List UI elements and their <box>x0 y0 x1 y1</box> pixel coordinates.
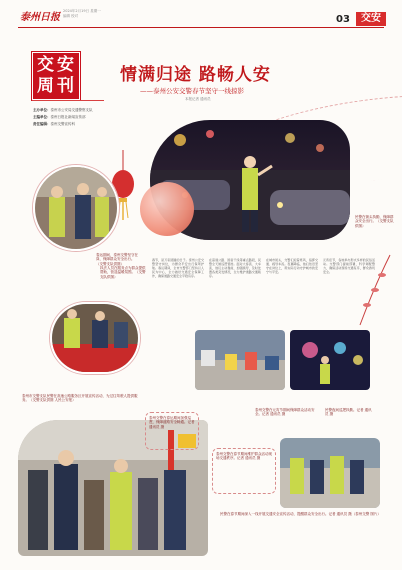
caption-mid-left: 执法人员在服务点为群众提供帮助，营造温暖氛围。（交警支队供图） <box>100 266 146 279</box>
body-column-3: 在城市街头，交警们迎着寒风，指挥交通、疏导车流。夜幕降临，他们依旧坚守在岗位上，用实际行动守护城市的安宁与平安。 <box>266 258 318 275</box>
page-number: 03 <box>336 14 350 25</box>
logo-rule <box>32 100 104 101</box>
logo-char: 安 <box>57 55 74 75</box>
service-point-photo <box>50 302 140 374</box>
headline-title: 情满归途 路畅人安 <box>120 65 271 85</box>
byline: 本报记者 通讯员 <box>185 97 211 101</box>
bottom-right-photo <box>280 438 380 508</box>
body-column-2: 在高速公路、国省干线等重点路段，民警全天候巡逻管控。面对大客流、大车流，他们主动靠前，加强疏导，及时处置各类突发情况，全力维护道路交通秩序。 <box>209 258 261 279</box>
caption-bottom-left: 泰州市交警支队民警在高速公路服务区开展宣传活动，为过往驾驶人提供服务。（交警支队供图 人民公安报） <box>22 394 138 403</box>
police-circle-photo <box>33 165 119 251</box>
header-rule <box>18 27 384 28</box>
caption-box-middle <box>145 412 199 450</box>
jiaoan-weekly-logo <box>32 52 80 100</box>
logo-char: 周 <box>37 76 54 96</box>
section-badge: 交安 <box>356 12 386 26</box>
credit-label: 主办单位： <box>33 108 51 112</box>
header-small-text <box>63 9 101 18</box>
credit-label: 主编单位： <box>33 115 51 119</box>
credit-line <box>33 122 123 127</box>
headline-subtitle: ——泰州公安交警春节坚守一线掠影 <box>140 87 244 95</box>
header-date: 2024年2月19日 星期一 <box>63 9 101 13</box>
credit-label: 责任编辑： <box>33 122 51 126</box>
caption-box-crowd <box>212 448 276 494</box>
logo-char: 交 <box>37 55 54 75</box>
caption-top-right: 民警在街头执勤，保障群众安全出行。（交警支队供图） <box>355 215 394 228</box>
credit-line <box>33 108 123 113</box>
masthead: 泰州日报 <box>20 12 60 23</box>
header-editor: 编辑 校对 <box>63 13 79 18</box>
logo-char: 刊 <box>57 76 74 96</box>
pink-ball-decoration <box>140 182 194 236</box>
credit-value: 泰州市公安局交通警察支队 <box>50 108 93 112</box>
night-stage-svg <box>290 330 370 390</box>
bottom-right-svg <box>280 438 380 508</box>
police-photo-svg <box>35 167 117 249</box>
body-column-1: 春节，是万家团圆的日子。泰州公安交警坚守岗位，为群众平安出行保驾护航。春运期间，全市交警部门坚持以人民为中心，全力做好交通安全保障工作，确保道路交通安全平稳有序。 <box>152 258 204 279</box>
caption-crowd: 泰州交警在春节期间维护群众活动现场交通秩序。记者 通讯员 摄 <box>216 452 272 461</box>
night-stage-photo <box>290 330 370 390</box>
credit-value: 泰州交警宣传科 <box>50 122 75 126</box>
service-photo-svg <box>52 304 138 372</box>
caption-left-circle: 春运期间，泰州交警坚守在岗，保障群众安全出行。（交警支队供图） <box>96 253 138 266</box>
parade-photo-svg <box>195 330 285 390</box>
caption-parade: 泰州交警在元宵节期间保障群众活动安全。记者 通讯员 摄 <box>255 408 315 417</box>
credit-value: 泰州日报社新闻宣传部 <box>50 115 86 119</box>
parade-photo <box>195 330 285 390</box>
caption-night: 民警夜间巡逻执勤。记者 通讯员 摄 <box>325 408 372 417</box>
caption-bottom-right: 民警在春节期间深入一线开展交通安全宣传活动，提醒群众安全出行。记者 通讯员 摄（泰州交警 图片） <box>220 512 381 516</box>
body-column-4: 元宵佳节，各地举办形式多样的民俗活动。交警部门提前部署，科学调配警力，确保活动现场交通有序，群众游玩安全。 <box>323 258 375 275</box>
credit-line <box>33 115 123 120</box>
caption-middle-small: 泰州交警在春运期间加强巡逻，保障道路安全畅通。记者 通讯员 摄 <box>149 416 195 429</box>
